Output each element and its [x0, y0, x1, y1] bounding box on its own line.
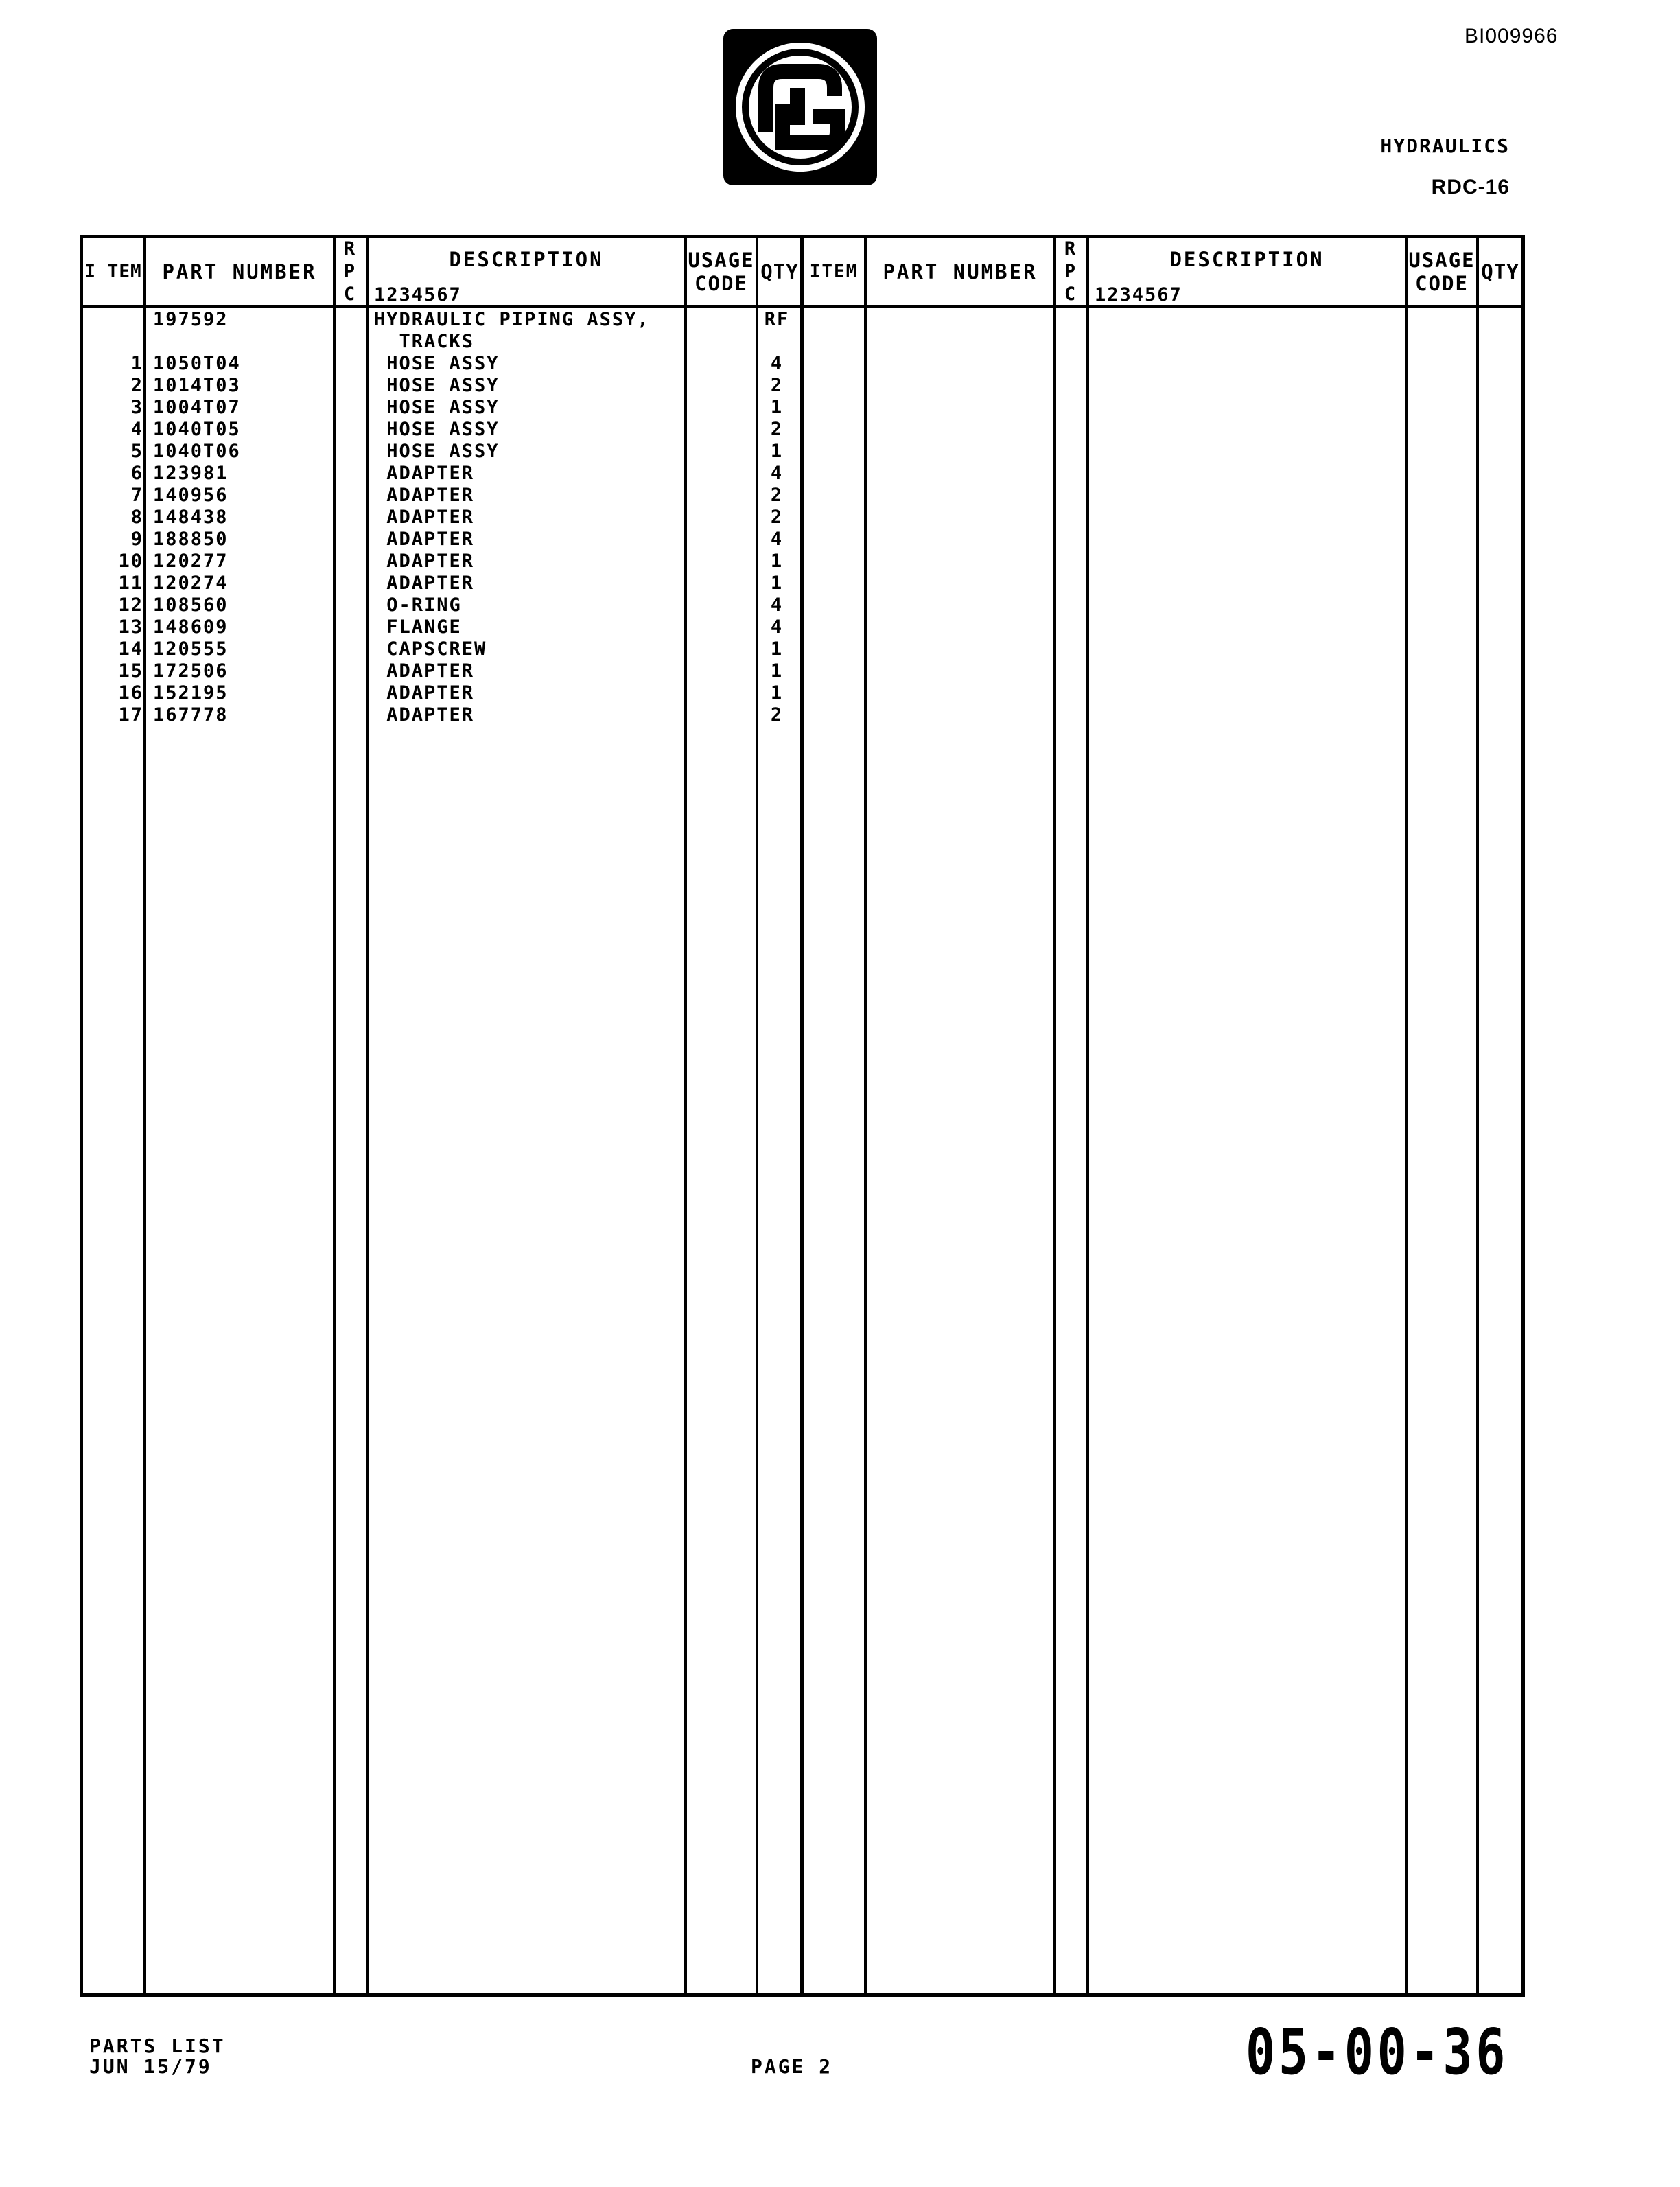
header-item: ITEM	[809, 262, 859, 282]
header-usage-code: USAGE CODE	[1408, 248, 1475, 295]
header-description: DESCRIPTION	[1169, 248, 1325, 271]
footer-title: PARTS LIST	[89, 2035, 226, 2057]
table-row: 9 188850 ADAPTER 4	[130, 529, 784, 550]
description-digits: 1234567	[1095, 284, 1182, 305]
table-row: 197592 HYDRAULIC PIPING ASSY, RF	[153, 309, 790, 330]
table-row: 17 167778 ADAPTER 2	[118, 704, 784, 726]
header-part-number: PART NUMBER	[883, 260, 1038, 284]
header-rpc: R P C	[343, 238, 355, 305]
header-description: DESCRIPTION	[449, 248, 604, 271]
header-qty: QTY	[760, 260, 799, 284]
table-row: 6 123981 ADAPTER 4	[130, 463, 784, 484]
parts-rows	[83, 309, 801, 726]
table-row: 1 1050T04 HOSE ASSY 4	[130, 353, 784, 374]
header-usage-code: USAGE CODE	[688, 248, 755, 295]
header-part-number: PART NUMBER	[162, 260, 317, 284]
header-rpc: R P C	[1064, 238, 1076, 305]
table-row: 15 172506 ADAPTER 1	[118, 660, 784, 682]
company-logo	[723, 29, 877, 185]
table-row: 14 120555 CAPSCREW 1	[118, 638, 784, 660]
section-title: HYDRAULICS	[1380, 135, 1510, 157]
table-row: 12 108560 O-RING 4	[118, 594, 784, 616]
table-row: 5 1040T06 HOSE ASSY 1	[130, 441, 784, 462]
header-qty: QTY	[1481, 260, 1519, 284]
table-row: TRACKS	[374, 331, 475, 352]
description-digits: 1234567	[374, 284, 462, 305]
table-row: 11 120274 ADAPTER 1	[118, 572, 784, 594]
document-id: BI009966	[1465, 25, 1559, 47]
page-number: PAGE 2	[751, 2055, 833, 2078]
header-item: I TEM	[84, 262, 142, 282]
document-code: 05-00-36	[1245, 2015, 1508, 2089]
footer-date: JUN 15/79	[89, 2055, 212, 2078]
table-row: 8 148438 ADAPTER 2	[130, 507, 784, 528]
table-row: 2 1014T03 HOSE ASSY 2	[130, 375, 784, 396]
table-row: 3 1004T07 HOSE ASSY 1	[130, 397, 784, 418]
table-row: 16 152195 ADAPTER 1	[118, 682, 784, 704]
table-row: 10 120277 ADAPTER 1	[118, 551, 784, 572]
table-row: 4 1040T05 HOSE ASSY 2	[130, 419, 784, 440]
table-row: 7 140956 ADAPTER 2	[130, 485, 784, 506]
parts-table-right	[800, 235, 1525, 1993]
model-label: RDC-16	[1431, 176, 1510, 198]
parts-table-left	[80, 235, 804, 1993]
table-row: 13 148609 FLANGE 4	[118, 616, 784, 638]
footer-document-info	[89, 2036, 226, 2077]
